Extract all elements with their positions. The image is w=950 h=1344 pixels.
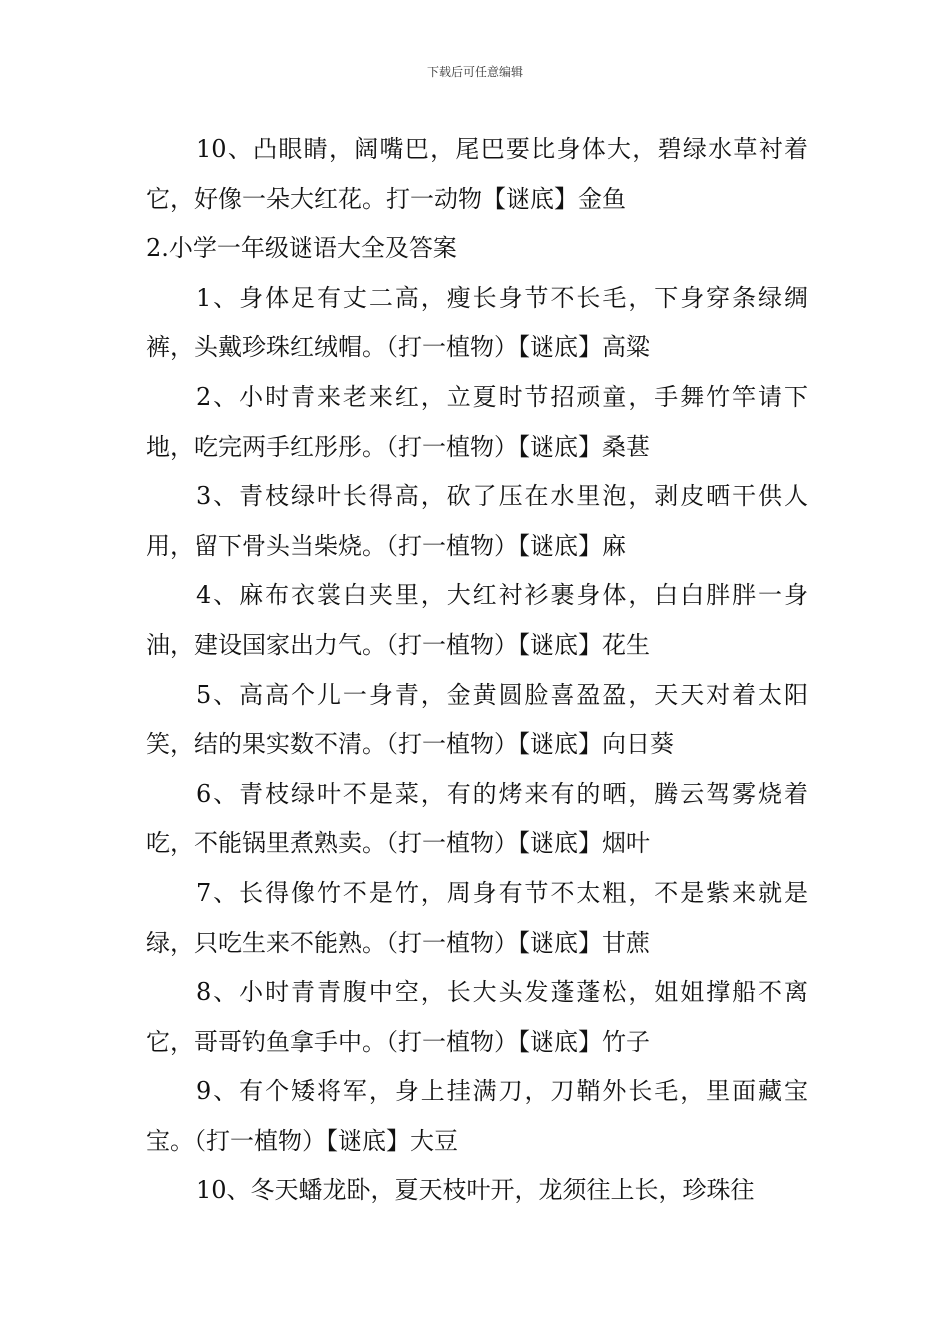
riddle-paragraph: 6、青枝绿叶不是菜，有的烤来有的晒，腾云驾雾烧着吃，不能锅里煮熟卖。（打一植物）【谜底】烟叶 <box>146 779 808 858</box>
riddle-paragraph: 2、小时青来老来红，立夏时节招顽童，手舞竹竿请下地，吃完两手红彤彤。（打一植物）【谜底】桑葚 <box>146 382 808 461</box>
riddle-paragraph: 3、青枝绿叶长得高，砍了压在水里泡，剥皮晒干供人用，留下骨头当柴烧。（打一植物）【谜底】麻 <box>146 482 808 560</box>
riddle-paragraph: 7、长得像竹不是竹，周身有节不太粗，不是紫来就是绿，只吃生来不能熟。（打一植物）【谜底】甘蔗 <box>146 878 808 957</box>
header-note: 下载后可任意编辑 <box>426 65 523 79</box>
riddle-paragraph: 8、小时青青腹中空，长大头发蓬蓬松，姐姐撑船不离它，哥哥钓鱼拿手中。（打一植物）【谜底】竹子 <box>146 978 808 1056</box>
section-heading: 2.小学一年级谜语大全及答案 <box>146 234 457 263</box>
riddle-paragraph: 9、有个矮将军，身上挂满刀，刀鞘外长毛，里面藏宝宝。（打一植物）【谜底】大豆 <box>146 1077 808 1155</box>
riddle-paragraph: 4、麻布衣裳白夹里，大红衬衫裹身体，白白胖胖一身油，建设国家出力气。（打一植物）【谜底】花生 <box>146 581 808 659</box>
riddle-paragraph: 10、冬天蟠龙卧，夏天枝叶开，龙须往上长，珍珠往 <box>196 1176 755 1205</box>
riddle-paragraph: 5、高高个儿一身青，金黄圆脸喜盈盈，天天对着太阳笑，结的果实数不清。（打一植物）【谜底】向日葵 <box>146 680 808 759</box>
document-body <box>146 125 808 1216</box>
riddle-paragraph: 1、身体足有丈二高，瘦长身节不长毛，下身穿条绿绸裤，头戴珍珠红绒帽。（打一植物）【谜底】高粱 <box>146 283 808 362</box>
riddle-paragraph: 10、凸眼睛，阔嘴巴，尾巴要比身体大，碧绿水草衬着它，好像一朵大红花。打一动物【谜底】金鱼 <box>146 135 808 213</box>
